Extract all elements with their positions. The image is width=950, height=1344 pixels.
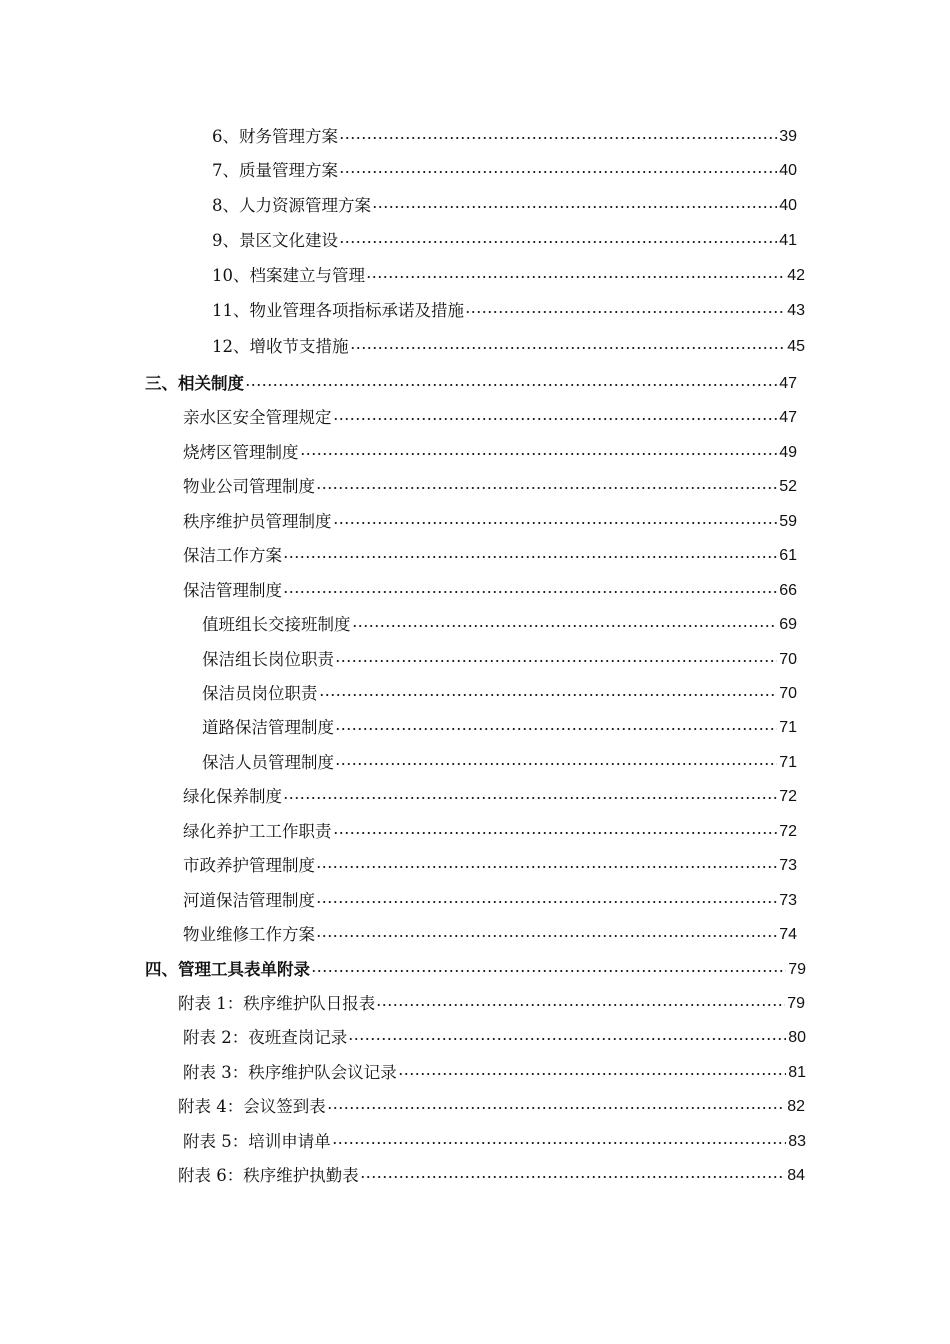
toc-entry-title: 11、物业管理各项指标承诺及措施 [212,301,464,320]
dot-leader [245,383,777,387]
dot-leader [376,1003,785,1007]
toc-entry-title: 值班组长交接班制度 [202,615,351,634]
dot-leader [311,969,786,973]
dot-leader [283,555,777,559]
toc-entry-title: 8、人力资源管理方案 [212,196,371,215]
dot-leader [333,831,778,835]
toc-entry-page: 43 [787,302,805,319]
toc-entry-title: 物业公司管理制度 [183,477,315,496]
toc-entry-title: 道路保洁管理制度 [202,718,334,737]
toc-entry-page: 79 [788,961,806,978]
dot-leader [316,865,777,869]
dot-leader [398,1072,786,1076]
toc-entry-title: 绿化保养制度 [183,787,282,806]
dot-leader [283,590,777,594]
toc-entry-title: 9、景区文化建设 [212,231,338,250]
toc-entry[interactable] [183,920,797,950]
toc-entry[interactable] [212,261,805,291]
dot-leader [332,1141,786,1145]
toc-entry-page: 40 [779,197,797,214]
toc-entry-title: 亲水区安全管理规定 [183,408,332,427]
toc-entry-page: 39 [779,128,797,145]
dot-leader [360,1175,785,1179]
toc-entry-title: 物业维修工作方案 [183,925,315,944]
toc-entry-title: 附表 6：秩序维护执勤表 [178,1166,359,1185]
toc-entry[interactable] [212,191,797,221]
toc-entry-title: 市政养护管理制度 [183,856,315,875]
toc-entry[interactable] [183,851,797,881]
toc-entry-page: 45 [787,338,805,355]
toc-entry[interactable] [183,438,797,468]
toc-subentry[interactable] [202,679,797,709]
toc-section-heading[interactable] [145,955,806,985]
toc-entry-page: 52 [779,478,797,495]
toc-entry[interactable] [212,156,797,186]
toc-entry-title: 保洁人员管理制度 [202,753,334,772]
toc-entry-page: 73 [779,857,797,874]
toc-subentry[interactable] [202,748,797,778]
toc-entry[interactable] [212,332,805,362]
toc-entry-page: 42 [787,267,805,284]
toc-entry-page: 79 [787,995,805,1012]
toc-entry-title: 保洁工作方案 [183,546,282,565]
dot-leader [316,934,777,938]
toc-entry-title: 保洁员岗位职责 [202,684,318,703]
toc-entry-page: 47 [779,375,797,392]
dot-leader [366,275,785,279]
dot-leader [465,310,785,314]
toc-entry-page: 66 [779,582,797,599]
toc-entry-title: 四、管理工具表单附录 [145,960,310,979]
toc-entry-title: 河道保洁管理制度 [183,891,315,910]
toc-entry-title: 烧烤区管理制度 [183,443,299,462]
toc-entry-page: 74 [779,926,797,943]
toc-entry-title: 附表 3：秩序维护队会议记录 [183,1063,397,1082]
toc-entry-title: 12、增收节支措施 [212,337,349,356]
toc-entry-page: 40 [779,162,797,179]
dot-leader [333,521,778,525]
toc-entry[interactable] [183,507,797,537]
toc-appendix-entry[interactable] [178,1161,805,1191]
toc-entry-page: 82 [787,1098,805,1115]
dot-leader [316,486,777,490]
toc-entry[interactable] [183,541,797,571]
toc-entry-page: 73 [779,892,797,909]
dot-leader [350,346,786,350]
toc-entry-title: 6、财务管理方案 [212,127,338,146]
toc-entry[interactable] [183,782,797,812]
toc-entry[interactable] [212,122,797,152]
toc-subentry[interactable] [202,713,797,743]
toc-entry[interactable] [183,472,797,502]
dot-leader [333,417,778,421]
toc-entry-page: 69 [779,616,797,633]
toc-entry-page: 47 [779,409,797,426]
toc-entry-page: 83 [788,1133,806,1150]
toc-entry-title: 10、档案建立与管理 [212,266,365,285]
toc-entry[interactable] [212,226,797,256]
toc-entry-title: 附表 2：夜班查岗记录 [183,1028,348,1047]
dot-leader [335,727,777,731]
dot-leader [352,624,778,628]
toc-entry-title: 7、质量管理方案 [212,161,338,180]
toc-entry-page: 41 [779,232,797,249]
dot-leader [335,762,777,766]
toc-entry-page: 59 [779,513,797,530]
toc-entry-page: 72 [779,788,797,805]
toc-entry[interactable] [183,576,797,606]
dot-leader [316,900,777,904]
toc-entry[interactable] [183,817,797,847]
dot-leader [339,136,777,140]
toc-entry-page: 71 [779,754,797,771]
toc-entry-page: 81 [788,1064,806,1081]
dot-leader [300,452,778,456]
toc-entry-page: 72 [779,823,797,840]
toc-entry-page: 61 [779,547,797,564]
toc-entry-title: 附表 4：会议签到表 [178,1097,326,1116]
dot-leader [319,693,778,697]
toc-entry[interactable] [212,296,805,326]
dot-leader [327,1106,785,1110]
toc-entry[interactable] [183,886,797,916]
dot-leader [348,1037,786,1041]
toc-appendix-entry[interactable] [183,1023,806,1053]
toc-entry-page: 70 [779,685,797,702]
toc-subentry[interactable] [202,645,797,675]
dot-leader [339,240,777,244]
toc-appendix-entry[interactable] [183,1058,806,1088]
toc-appendix-entry[interactable] [178,1092,805,1122]
toc-section-heading[interactable] [145,369,797,399]
dot-leader [339,170,777,174]
toc-appendix-entry[interactable] [183,1127,806,1157]
toc-entry-page: 84 [787,1167,805,1184]
toc-entry-title: 附表 5：培训申请单 [183,1132,331,1151]
dot-leader [283,796,777,800]
toc-entry-page: 70 [779,651,797,668]
toc-appendix-entry[interactable] [178,989,805,1019]
toc-entry-page: 71 [779,719,797,736]
toc-entry-title: 附表 1：秩序维护队日报表 [178,994,376,1013]
toc-entry-title: 三、相关制度 [145,374,244,393]
toc-entry-title: 秩序维护员管理制度 [183,512,332,531]
toc-entry-page: 80 [788,1029,806,1046]
toc-entry-title: 保洁组长岗位职责 [202,650,334,669]
toc-entry-page: 49 [779,444,797,461]
toc-subentry[interactable] [202,610,797,640]
dot-leader [335,659,777,663]
dot-leader [372,205,777,209]
toc-entry-title: 保洁管理制度 [183,581,282,600]
toc-entry[interactable] [183,403,797,433]
toc-entry-title: 绿化养护工工作职责 [183,822,332,841]
